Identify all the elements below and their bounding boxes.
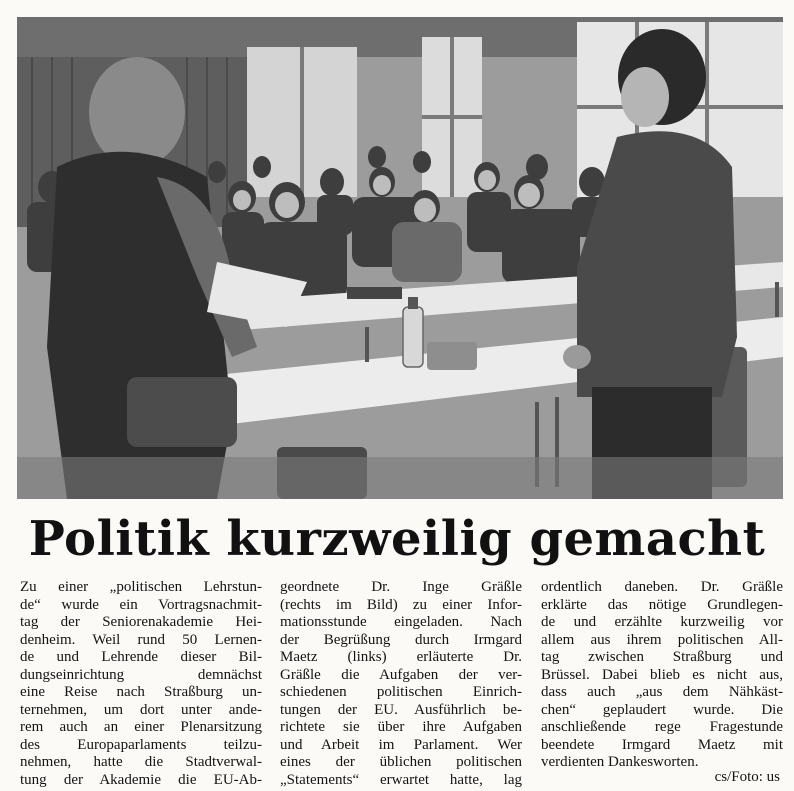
text-line: eines der üblichen politischen <box>280 754 522 770</box>
text-line: tag der Seniorenakademie Hei- <box>20 614 262 630</box>
text-line: tung der Akademie die EU-Ab- <box>20 771 262 788</box>
folder-on-table <box>347 287 402 299</box>
text-line: Gräßle die Aufgaben der ver- <box>280 666 522 683</box>
column-2 <box>280 579 522 789</box>
text-line: de und erzählte kurzweilig vor <box>541 614 783 630</box>
text-line: allem aus ihrem politischen All- <box>541 631 783 648</box>
text-line: Maetz (links) erläuterte Dr. <box>280 649 522 665</box>
text-line: richtete sie über ihre Aufgaben <box>280 719 522 735</box>
text-line: schiedenen politischen Einrich- <box>280 684 522 700</box>
text-line: tungen der EU. Ausführlich be- <box>280 701 522 718</box>
text-line: tag zwischen Straßburg und <box>541 649 783 665</box>
article-body <box>20 579 784 788</box>
water-bottle <box>403 307 423 367</box>
text-line: rem auch an einer Plenarsitzung <box>20 719 262 735</box>
text-line: erklärte das nötige Grundlegen- <box>541 596 783 613</box>
photo-credit: cs/Foto: us <box>714 769 780 785</box>
bottle-cap <box>408 297 418 309</box>
text-line: geordnete Dr. Inge Gräßle <box>280 579 522 595</box>
text-line: ternehmen, um dort unter ande- <box>20 701 262 718</box>
text-line: eine Reise nach Straßburg un- <box>20 684 262 700</box>
bag-on-table <box>427 342 477 370</box>
floor <box>17 457 783 499</box>
text-line: denheim. Weil rund 50 Lernen- <box>20 631 262 648</box>
text-line: beendete Irmgard Maetz mit <box>541 736 783 753</box>
column-3 <box>541 579 783 772</box>
text-line: dungseinrichtung demnächst <box>20 666 262 683</box>
text-line: und Arbeit im Parlament. Wer <box>280 736 522 753</box>
text-line: verdienten Dankesworten. <box>541 754 699 770</box>
text-line: anschließende rege Fragestunde <box>541 719 783 735</box>
text-line: „Statements“ erwartet hatte, lag <box>280 771 522 788</box>
text-line: des Europaparlaments teilzu- <box>20 736 262 753</box>
text-line: (rechts im Bild) zu einer Infor- <box>280 596 522 613</box>
text-line: Brüssel. Dabei blieb es nicht aus, <box>541 666 783 683</box>
text-line: de und Lehrende dieser Bil- <box>20 649 262 665</box>
article-photo <box>17 17 783 499</box>
text-line: Zu einer „politischen Lehrstun- <box>20 579 262 595</box>
text-line: dass auch „aus dem Nähkäst- <box>541 684 783 700</box>
text-line: de“ wurde ein Vortragsnachmit- <box>20 596 262 613</box>
text-line: der Begrüßung durch Irmgard <box>280 631 522 648</box>
text-line: mationsstunde eingeladen. Nach <box>280 614 522 630</box>
text-line: ordentlich daneben. Dr. Gräßle <box>541 579 783 595</box>
text-line: chen“ geplaudert wurde. Die <box>541 701 783 718</box>
text-line: nehmen, hatte die Stadtverwal- <box>20 754 262 770</box>
photo-drawing <box>17 17 783 499</box>
column-1 <box>20 579 262 789</box>
headline: Politik kurzweilig gemacht <box>28 511 766 567</box>
